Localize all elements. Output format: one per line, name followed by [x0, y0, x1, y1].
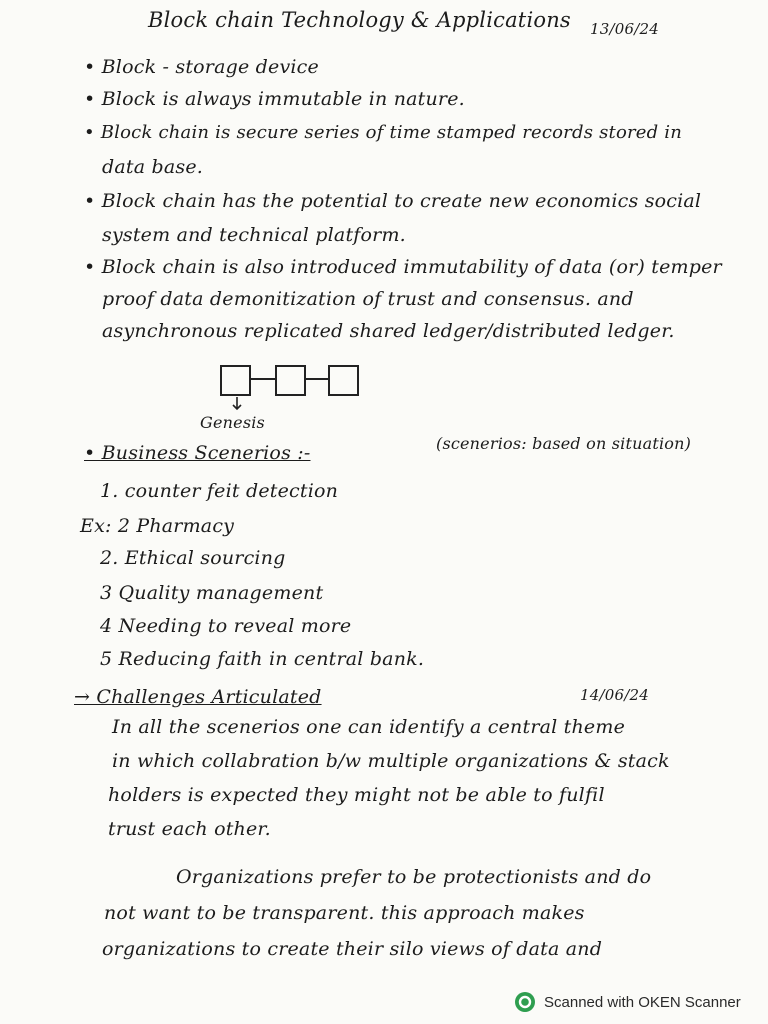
genesis-block	[220, 365, 251, 396]
block	[275, 365, 306, 396]
note-line: asynchronous replicated shared ledger/distributed ledger.	[102, 320, 675, 342]
paragraph-line: holders is expected they might not be able to fulfil	[108, 784, 605, 806]
paragraph-line: not want to be transparent. this approach makes	[104, 902, 585, 924]
genesis-label: Genesis	[200, 413, 265, 432]
note-line: • Block is always immutable in nature.	[84, 88, 465, 110]
scenario-item: 2. Ethical sourcing	[100, 547, 286, 569]
note-line: data base.	[102, 156, 204, 178]
paragraph-line: In all the scenerios one can identify a central theme	[112, 716, 626, 738]
note-line: proof data demonitization of trust and consensus. and	[102, 288, 634, 310]
paragraph-line: trust each other.	[108, 818, 271, 840]
scanner-logo-icon	[514, 991, 536, 1013]
scanner-watermark	[514, 990, 741, 1014]
note-line: • Block chain is also introduced immutability of data (or) temper	[84, 256, 722, 278]
chain-link	[304, 378, 328, 380]
paragraph-line: organizations to create their silo views of data and	[102, 938, 603, 960]
scenario-item: 1. counter feit detection	[100, 480, 339, 502]
paragraph-line: Organizations prefer to be protectionists and do	[176, 866, 652, 888]
business-heading: • Business Scenerios :-	[84, 442, 311, 464]
scenario-item: 4 Needing to reveal more	[100, 615, 352, 637]
note-line: • Block chain is secure series of time stamped records stored in	[84, 122, 683, 143]
scanner-watermark-text: Scanned with OKEN Scanner	[544, 993, 741, 1011]
challenges-heading: → Challenges Articulated	[74, 686, 322, 708]
page-title: Block chain Technology & Applications	[148, 8, 571, 32]
scenario-note: (scenerios: based on situation)	[436, 434, 692, 453]
note-line: • Block chain has the potential to create new economics social	[84, 190, 702, 212]
paragraph-line: in which collabration b/w multiple organizations & stack	[112, 750, 670, 772]
date-1: 13/06/24	[590, 20, 659, 38]
block	[328, 365, 359, 396]
scenario-item: 5 Reducing faith in central bank.	[100, 648, 425, 670]
note-line: • Block - storage device	[84, 56, 319, 78]
chain-link	[249, 378, 275, 380]
date-2: 14/06/24	[580, 686, 649, 704]
note-line: system and technical platform.	[102, 224, 406, 246]
block-chain-diagram	[218, 365, 363, 397]
down-arrow-icon	[230, 397, 244, 411]
scenario-item: 3 Quality management	[100, 582, 324, 604]
scenario-item: Ex: 2 Pharmacy	[80, 515, 235, 537]
